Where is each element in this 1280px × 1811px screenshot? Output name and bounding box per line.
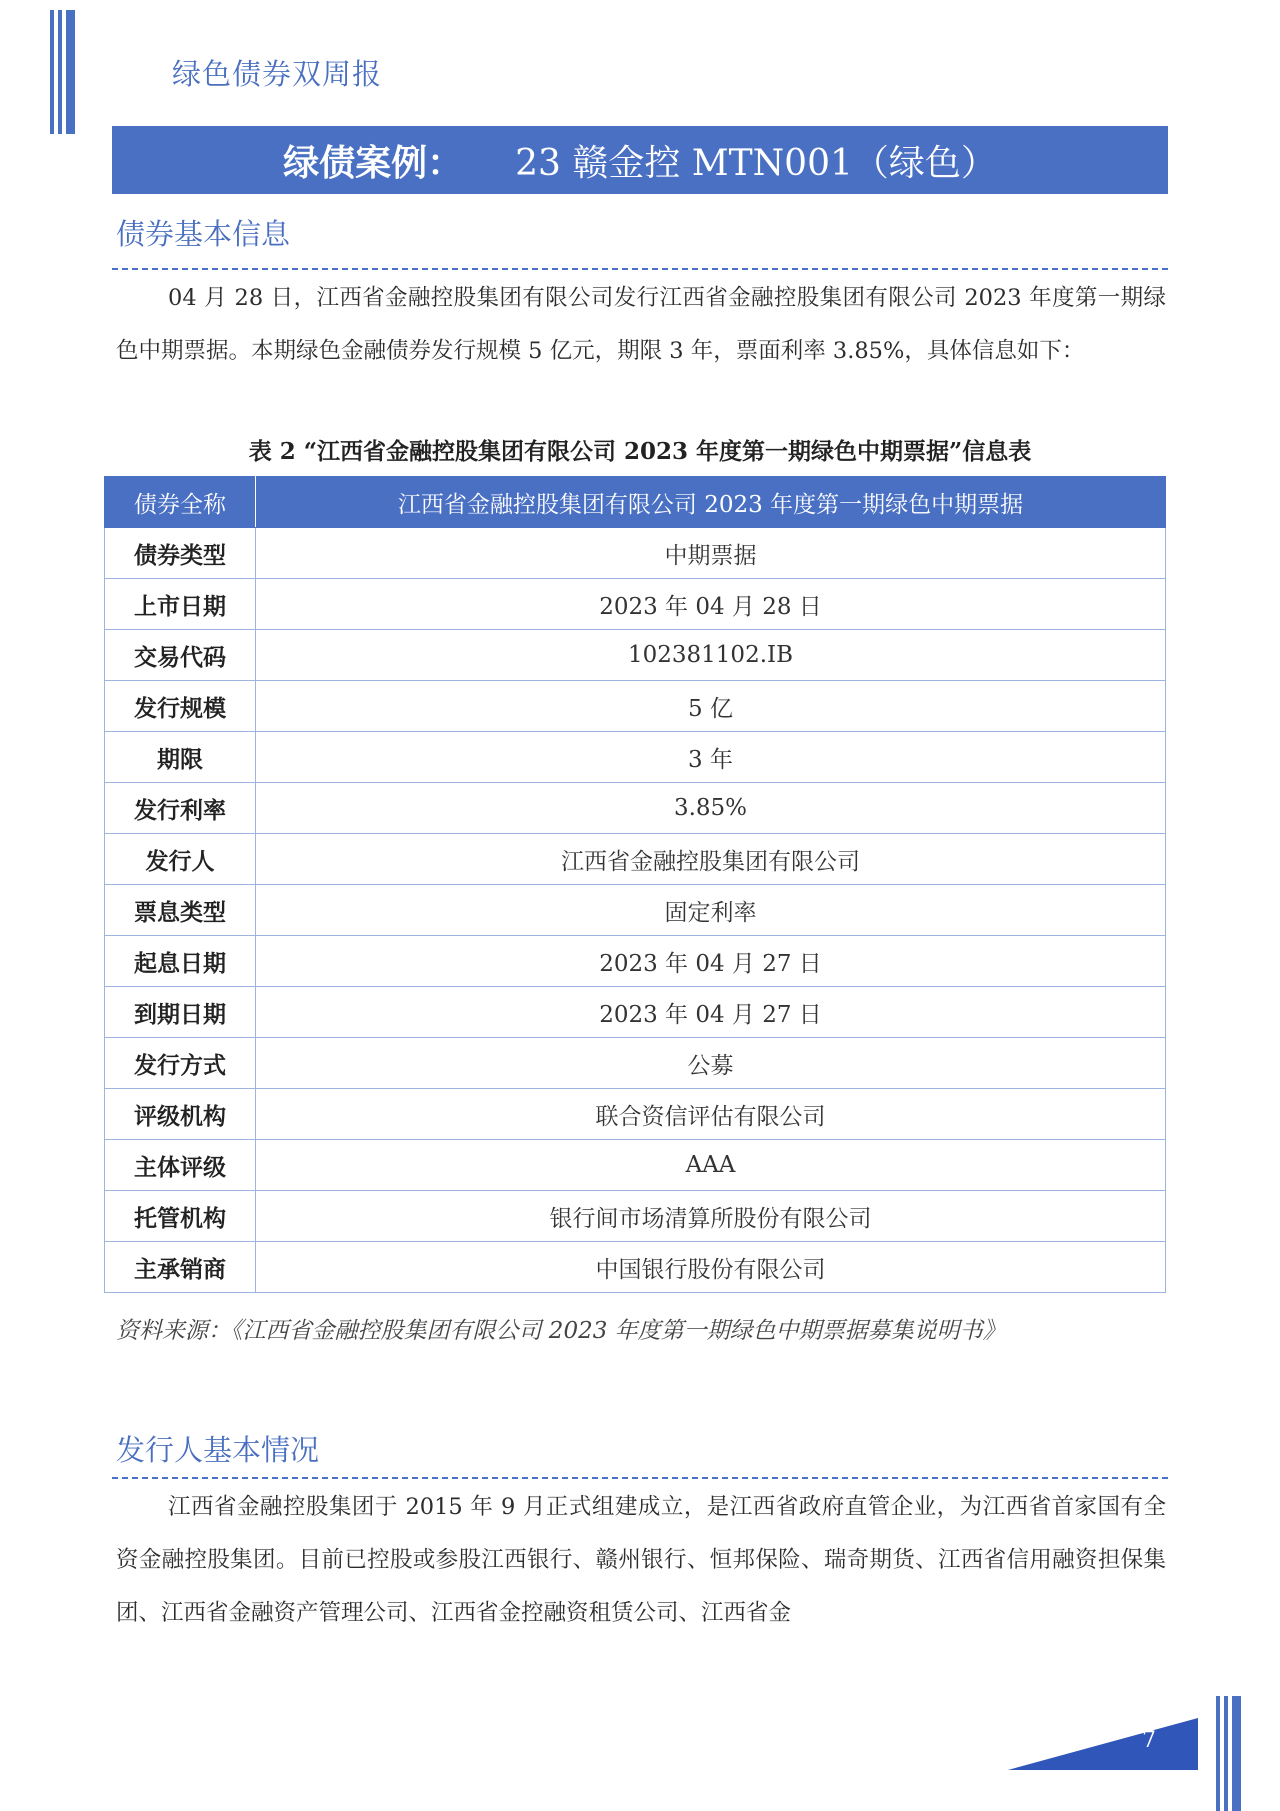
table-row-value: 中国银行股份有限公司 [256, 1242, 1166, 1293]
table-row [105, 681, 1166, 732]
table-row [105, 1140, 1166, 1191]
table-row [105, 1089, 1166, 1140]
table-row [105, 987, 1166, 1038]
table-row [105, 1038, 1166, 1089]
table-row-key: 评级机构 [105, 1089, 256, 1140]
table-row-key: 起息日期 [105, 936, 256, 987]
footer-triangle [1008, 1718, 1198, 1770]
table-row-value: 2023 年 04 月 28 日 [256, 579, 1166, 630]
table-row [105, 732, 1166, 783]
table-header-value: 江西省金融控股集团有限公司 2023 年度第一期绿色中期票据 [256, 477, 1166, 528]
table-row-key: 期限 [105, 732, 256, 783]
table-row-key: 主体评级 [105, 1140, 256, 1191]
table-row-value: 公募 [256, 1038, 1166, 1089]
section-title-issuer: 发行人基本情况 [116, 1433, 320, 1467]
table-caption: 表 2 “江西省金融控股集团有限公司 2023 年度第一期绿色中期票据”信息表 [248, 438, 1032, 465]
page-number: 7 [1142, 1728, 1156, 1753]
table-row-value: 2023 年 04 月 27 日 [256, 987, 1166, 1038]
table-row-key: 交易代码 [105, 630, 256, 681]
table-row [105, 528, 1166, 579]
table-row [105, 1191, 1166, 1242]
table-row-value: 3.85% [256, 783, 1166, 834]
table-row-key: 到期日期 [105, 987, 256, 1038]
table-row-key: 发行利率 [105, 783, 256, 834]
bond-info-table [104, 476, 1166, 1293]
table-header-row [105, 477, 1166, 528]
table-row-key: 发行规模 [105, 681, 256, 732]
table-row [105, 834, 1166, 885]
table-row [105, 1242, 1166, 1293]
case-banner [112, 126, 1168, 194]
case-banner-label: 绿债案例： [283, 142, 464, 184]
table-row [105, 936, 1166, 987]
table-row-value: 3 年 [256, 732, 1166, 783]
table-row-value: 中期票据 [256, 528, 1166, 579]
section-title-bond-info: 债券基本信息 [116, 217, 291, 251]
table-row-key: 发行人 [105, 834, 256, 885]
report-title: 绿色债券双周报 [172, 57, 383, 91]
table-row-value: 固定利率 [256, 885, 1166, 936]
table-row-key: 主承销商 [105, 1242, 256, 1293]
table-row-value: 2023 年 04 月 27 日 [256, 936, 1166, 987]
table-row [105, 630, 1166, 681]
table-row-value: 江西省金融控股集团有限公司 [256, 834, 1166, 885]
table-row [105, 579, 1166, 630]
table-row-value: 银行间市场清算所股份有限公司 [256, 1191, 1166, 1242]
table-row-value: 5 亿 [256, 681, 1166, 732]
bond-intro-paragraph: 04 月 28 日，江西省金融控股集团有限公司发行江西省金融控股集团有限公司 2023 年度第一期绿色中期票据。本期绿色金融债券发行规模 5 亿元，期限 3 年，票面利率 3.85%，具体信息如下： [116, 285, 1166, 364]
section-divider [112, 1477, 1168, 1479]
table-row-key: 票息类型 [105, 885, 256, 936]
table-row [105, 885, 1166, 936]
table-header-key: 债券全称 [105, 477, 256, 528]
table-row-key: 债券类型 [105, 528, 256, 579]
table-row-value: 102381102.IB [256, 630, 1166, 681]
table-row-key: 托管机构 [105, 1191, 256, 1242]
table-row-value: 联合资信评估有限公司 [256, 1089, 1166, 1140]
table-row [105, 783, 1166, 834]
table-row-key: 上市日期 [105, 579, 256, 630]
table-row-value: AAA [256, 1140, 1166, 1191]
case-banner-bond: 23 赣金控 MTN001（绿色） [515, 142, 997, 184]
table-row-key: 发行方式 [105, 1038, 256, 1089]
section-divider [112, 268, 1168, 270]
table-source-note: 资料来源：《江西省金融控股集团有限公司 2023 年度第一期绿色中期票据募集说明书》 [116, 1318, 1006, 1344]
issuer-paragraph: 江西省金融控股集团于 2015 年 9 月正式组建成立，是江西省政府直管企业，为江西省首家国有全资金融控股集团。目前已控股或参股江西银行、赣州银行、恒邦保险、瑞奇期货、江西省信用融资担保集团、江西省金融资产管理公司、江西省金控融资租赁公司、江西省金 [116, 1494, 1166, 1626]
